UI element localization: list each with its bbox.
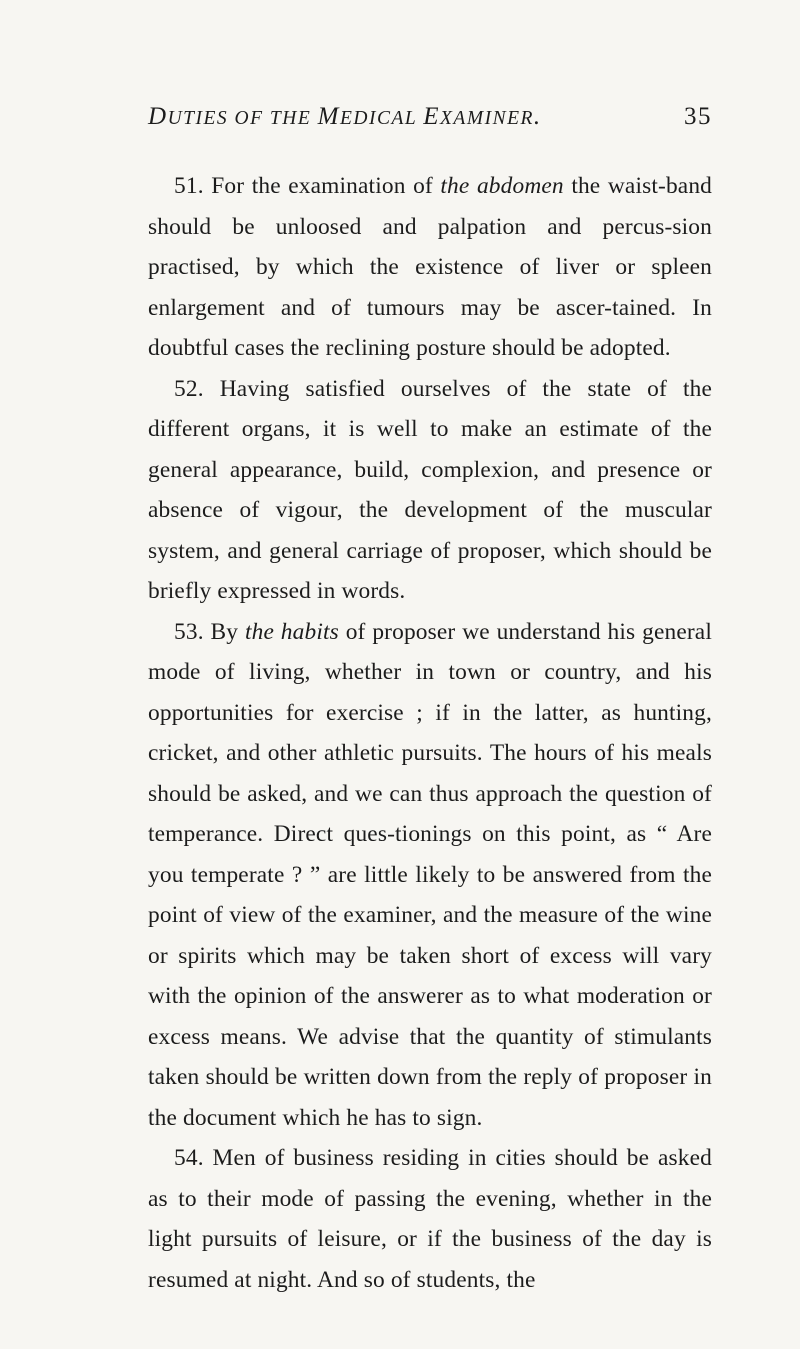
emphasis: the abdomen [440, 173, 564, 199]
paragraph-53: 53. By the habits of proposer we understand his general mode of living, whether in town or country, and his opportunities for exercise ; if in the latter, as hunting, cricket, and other athletic pursuits. The hours of his meals should be asked, and we can thus approach the question of temperance. Direct ques-tionings on this point, as “ Are you temperate ? ” are little likely to be answered from the point of view of the examiner, and the measure of the wine or spirits which may be taken short of excess will vary with the opinion of the answerer as to what moderation or excess means. We advise that the quantity of stimulants taken should be written down from the reply of proposer in the document which he has to sign. [148, 618, 712, 1131]
paragraph-number: 53. [174, 618, 204, 645]
body-text [148, 166, 712, 1300]
paragraph-number: 51. [174, 173, 204, 199]
paragraph-number: 54. [174, 1145, 204, 1171]
paragraph-52: 52. Having satisfied ourselves of the state of the different organs, it is well to make an estimate of the general appearance, build, complexion, and presence or absence of vigour, the development of the muscular system, and general carriage of proposer, which should be briefly expressed in words. [148, 375, 712, 604]
paragraph-54: 54. Men of business residing in cities should be asked as to their mode of passing the evening, whether in the light pursuits of leisure, or if the business of the day is resumed at night. And so of students, the [148, 1145, 712, 1293]
paragraph-number: 52. [174, 375, 204, 402]
running-head [148, 103, 712, 143]
emphasis: the habits [244, 618, 339, 645]
running-title: DUTIES OF THE MEDICAL EXAMINER. [148, 103, 542, 130]
page-number: 35 [684, 103, 712, 130]
paragraph-51: 51. For the examination of the abdomen the waist-band should be unloosed and palpation and percus-sion practised, by which the existence of liver or spleen enlargement and of tumours may be ascer-tained. In doubtful cases the reclining posture should be adopted. [148, 173, 713, 361]
